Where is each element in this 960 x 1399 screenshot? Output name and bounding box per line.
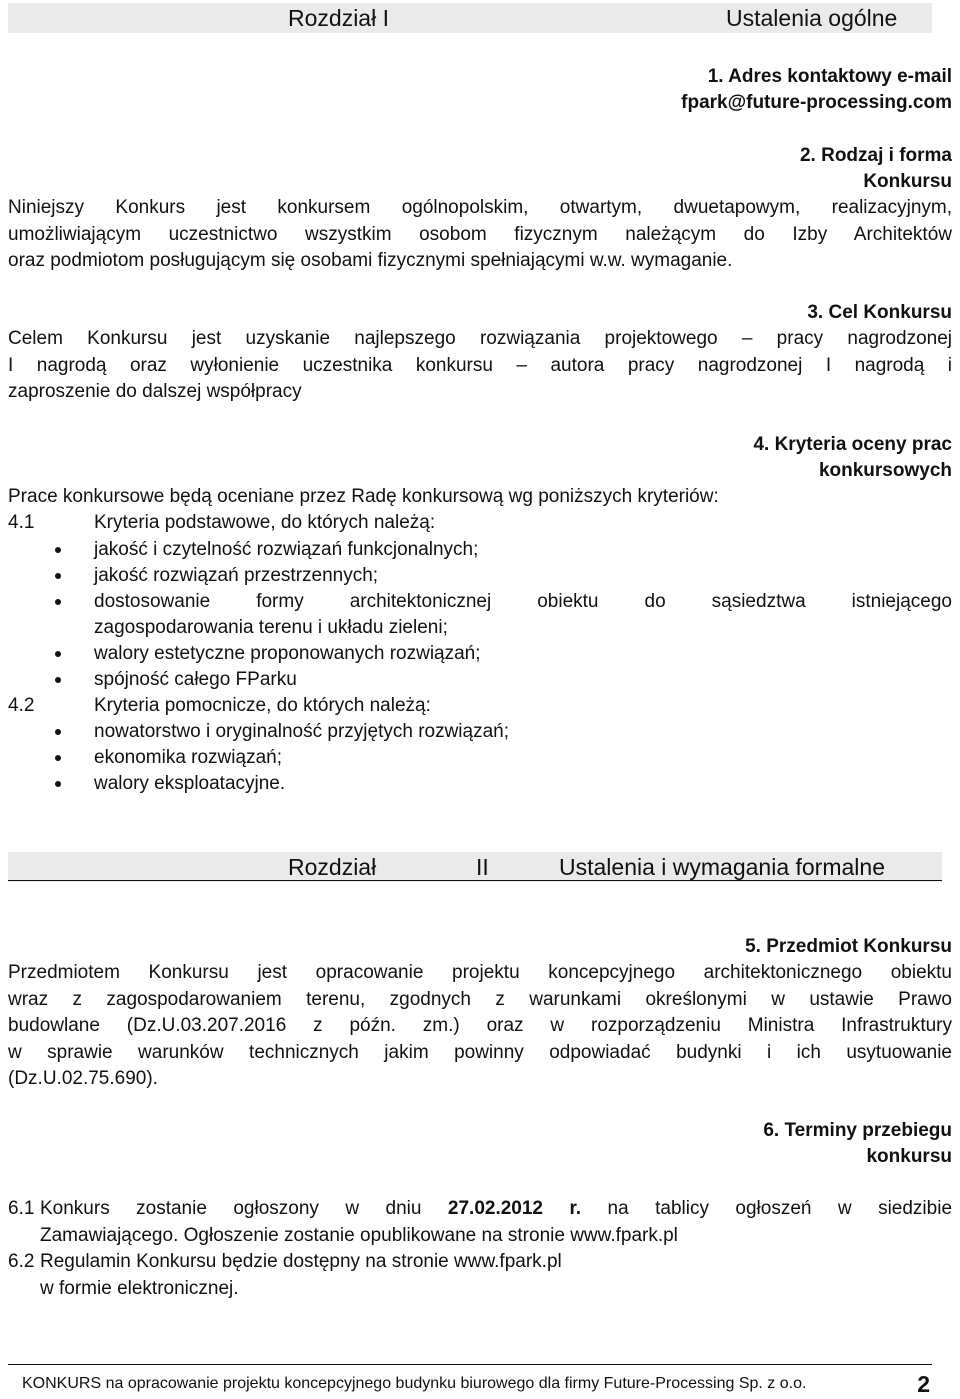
- bullet-icon: [55, 729, 61, 735]
- text-line: Celem Konkursu jest uzyskanie najlepszego rozwiązania projektowego – pracy nagrodzonej: [8, 328, 952, 349]
- bullet-icon: [55, 651, 61, 657]
- criteria-number: 4.1: [8, 512, 35, 533]
- section-3-heading: 3. Cel Konkursu: [807, 302, 952, 323]
- text-line: zaproszenie do dalszej współpracy: [8, 381, 302, 402]
- chapter-1-title: Ustalenia ogólne: [726, 5, 898, 31]
- section-3-body: [8, 326, 952, 406]
- term-number: 6.1: [8, 1198, 35, 1219]
- chapter-2-underline: [8, 880, 942, 881]
- term-number: 6.2: [8, 1251, 35, 1272]
- text-line: I nagrodą oraz wyłonienie uczestnika konkursu – autora pracy nagrodzonej I nagrodą i: [8, 354, 952, 376]
- section-4-heading-cont: konkursowych: [818, 460, 952, 481]
- page-footer: [8, 1364, 932, 1395]
- section-5-body: [8, 960, 952, 1093]
- bullet-icon: [55, 781, 61, 787]
- section-6-heading-cont: konkursu: [866, 1146, 952, 1167]
- section-4-heading: 4. Kryteria oceny prac: [753, 434, 952, 455]
- text-line: Zamawiającego. Ogłoszenie zostanie opublikowane na stronie www.fpark.pl: [40, 1224, 678, 1246]
- criteria-title: Kryteria podstawowe, do których należą:: [94, 512, 436, 533]
- chapter-2-header: [8, 852, 942, 882]
- bullet-icon: [55, 573, 61, 579]
- bullet-icon: [55, 599, 61, 605]
- section-2-body: [8, 195, 952, 275]
- text-line: budowlane (Dz.U.03.207.2016 z późn. zm.) oraz w rozporządzeniu Ministra Infrastruktury: [8, 1015, 952, 1036]
- section-2-heading: 2. Rodzaj i forma: [799, 145, 952, 166]
- text-line: Regulamin Konkursu będzie dostępny na stronie www.fpark.pl: [40, 1251, 562, 1272]
- text-line: Konkurs zostanie ogłoszony w dniu 27.02.2012 r. na tablicy ogłoszeń w siedzibie: [40, 1198, 953, 1219]
- footer-text: KONKURS na opracowanie projektu koncepcyjnego budynku biurowego dla firmy Future-Processing Sp. z o.o.: [22, 1375, 807, 1392]
- text-line: (Dz.U.02.75.690).: [8, 1068, 158, 1089]
- chapter-1-header: [8, 3, 932, 33]
- bullet-icon: [55, 677, 61, 683]
- text-line: Niniejszy Konkurs jest konkursem ogólnopolskim, otwartym, dwuetapowym, realizacyjnym,: [8, 197, 952, 218]
- announcement-date: 27.02.2012 r.: [447, 1198, 582, 1219]
- chapter-2-title: Ustalenia i wymagania formalne: [559, 854, 885, 880]
- chapter-2-label: Rozdział: [288, 854, 377, 880]
- chapter-2-number: II: [476, 854, 489, 880]
- criteria-title: Kryteria pomocnicze, do których należą:: [94, 695, 431, 716]
- bullet-icon: [55, 547, 61, 553]
- section-4-intro: Prace konkursowe będą oceniane przez Radę konkursową wg poniższych kryteriów:: [8, 486, 719, 507]
- text-line: wraz z zagospodarowaniem terenu, zgodnych z warunkami określonymi w ustawie Prawo: [8, 988, 952, 1010]
- text-line: w sprawie warunków technicznych jakim powinny odpowiadać budynki i ich usytuowanie: [8, 1041, 952, 1063]
- text-line: oraz podmiotom posługującym się osobami fizycznymi spełniającymi w.w. wymaganie.: [8, 250, 733, 271]
- document-page: Rozdział I Ustalenia ogólne 1. Adres kontaktowy e-mail fpark@future-processing.com 2. Rodzaj i forma Konkursu Niniejszy Konkurs jest konkursem ogólnopolskim, otwartym, dwuetapowym, realizacyjnym, umożliwiającym uczestnictwo wszystkim osobom fizycznym należącym do Izby Architektów oraz podmiotom posługującym się osobami fizycznymi spełniającymi w.w. wymaganie. 3. Cel Konkursu Celem Konkursu jest uzyskanie najlepszego rozwiązania projektowego – pracy nagrodzonej I nagrodą oraz wyłonienie uczestnika konkursu – autora pracy nagrodzonej I nagrodą i zaproszenie do dalszej współpracy 4. Kryteria oceny prac konkursowych Prace konkursowe będą oceniane przez Radę konkursową wg poniższych kryteriów: 4.1 Kryteria podstawowe, do których należą: jakość i czytelność rozwiązań funkcjonalnych; jakość rozwiązań przestrzennych; dostosowanie formy architektonicznej obiektu do sąsiedztwa istniejącego zagospodarowania terenu i układu zieleni; walory estetyczne proponowanych rozwiązań; spójność całego FParku 4.2 Kryteria pomocnicze, do których należą: nowatorstwo i oryginalność przyjętych rozwiązań; ekonomika rozwiązań; walory eksploatacyjne. Rozdział II Ustalenia i wymagania formalne 5. Przedmiot Konkursu Przedmiotem Konkursu jest opracowanie projektu koncepcyjnego architektonicznego obiektu wraz z zagospodarowaniem terenu, zgodnych z warunkami określonymi w ustawie Prawo budowlane (Dz.U.03.207.2016 z późn. zm.) oraz w rozporządzeniu Ministra Infrastruktury w sprawie warunków technicznych jakim powinny odpowiadać budynki i ich usytuowanie (Dz.U.02.75.690). 6. Terminy przebiegu konkursu 6.1 Konkurs zostanie ogłoszony w dniu 27.02.2012 r. na tablicy ogłoszeń w siedzibie Zamawiającego. Ogłoszenie zostanie opublikowane na stronie www.fpark.pl 6.2 Regulamin Konkursu będzie dostępny na stronie www.fpark.pl w formie elektronicznej. KONKURS na opracowanie projektu koncepcyjnego budynku biurowego dla firmy Future-Processing Sp. z o.o. 2: [8, 5, 953, 1397]
- chapter-1-label: Rozdział I: [288, 5, 389, 31]
- bullet-icon: [55, 755, 61, 761]
- section-1-heading: 1. Adres kontaktowy e-mail: [707, 66, 952, 87]
- contact-email: fpark@future-processing.com: [681, 92, 952, 113]
- text-line: Przedmiotem Konkursu jest opracowanie projektu koncepcyjnego architektonicznego obiektu: [8, 962, 952, 983]
- criteria-number: 4.2: [8, 695, 35, 716]
- page-number: 2: [917, 1371, 930, 1397]
- text-line: w formie elektronicznej.: [40, 1277, 239, 1299]
- text-line: umożliwiającym uczestnictwo wszystkim osobom fizycznym należącym do Izby Architektów: [8, 223, 952, 245]
- section-6-heading: 6. Terminy przebiegu: [763, 1120, 952, 1141]
- section-2-heading-cont: Konkursu: [863, 171, 952, 192]
- section-5-heading: 5. Przedmiot Konkursu: [745, 936, 952, 957]
